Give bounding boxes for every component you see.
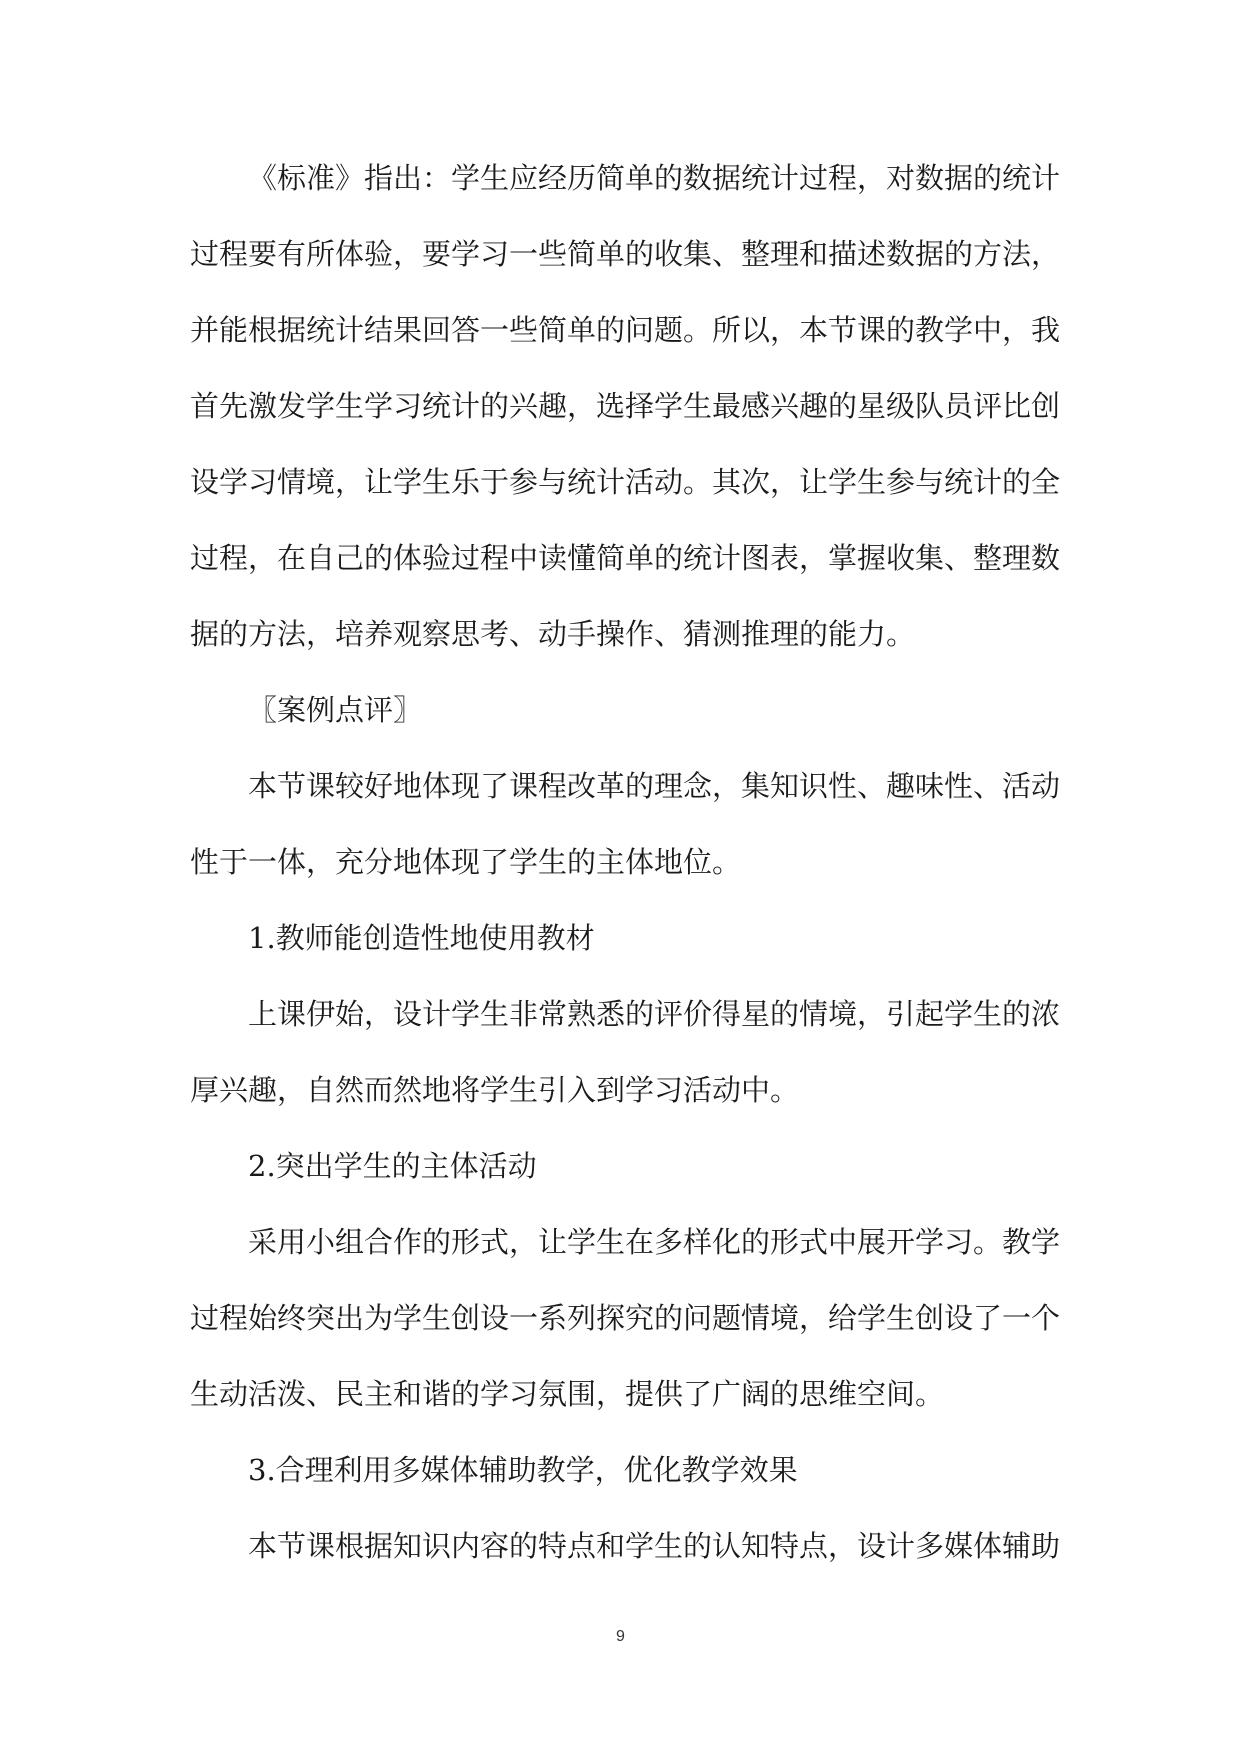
numbered-heading: 3.合理利用多媒体辅助教学，优化教学效果	[248, 1453, 798, 1487]
page-number: 9	[616, 1628, 625, 1645]
paragraph-line: 《标准》指出：学生应经历简单的数据统计过程，对数据的统计	[248, 161, 1061, 195]
paragraph-line: 上课伊始，设计学生非常熟悉的评价得星的情境，引起学生的浓	[248, 997, 1061, 1031]
paragraph-line: 设学习情境，让学生乐于参与统计活动。其次，让学生参与统计的全	[190, 465, 1061, 499]
paragraph-line: 过程始终突出为学生创设一系列探究的问题情境，给学生创设了一个	[190, 1301, 1061, 1335]
paragraph-line: 过程要有所体验，要学习一些简单的收集、整理和描述数据的方法，	[190, 237, 1061, 271]
paragraph-line: 采用小组合作的形式，让学生在多样化的形式中展开学习。教学	[248, 1225, 1061, 1259]
paragraph-line: 并能根据统计结果回答一些简单的问题。所以，本节课的教学中，我	[190, 313, 1061, 347]
paragraph-line: 性于一体，充分地体现了学生的主体地位。	[190, 845, 742, 879]
paragraph-line: 据的方法，培养观察思考、动手操作、猜测推理的能力。	[190, 617, 916, 651]
paragraph-line: 本节课根据知识内容的特点和学生的认知特点，设计多媒体辅助	[248, 1529, 1061, 1563]
paragraph-line: 首先激发学生学习统计的兴趣，选择学生最感兴趣的星级队员评比创	[190, 389, 1061, 423]
numbered-heading: 1.教师能创造性地使用教材	[248, 921, 595, 955]
paragraph-line: 厚兴趣，自然而然地将学生引入到学习活动中。	[190, 1073, 800, 1107]
paragraph-line: 过程，在自己的体验过程中读懂简单的统计图表，掌握收集、整理数	[190, 541, 1061, 575]
section-heading: 〖案例点评〗	[248, 693, 423, 727]
paragraph-line: 生动活泼、民主和谐的学习氛围，提供了广阔的思维空间。	[190, 1377, 945, 1411]
paragraph-line: 本节课较好地体现了课程改革的理念，集知识性、趣味性、活动	[248, 769, 1061, 803]
numbered-heading: 2.突出学生的主体活动	[248, 1149, 537, 1183]
body-text	[190, 140, 1060, 1584]
